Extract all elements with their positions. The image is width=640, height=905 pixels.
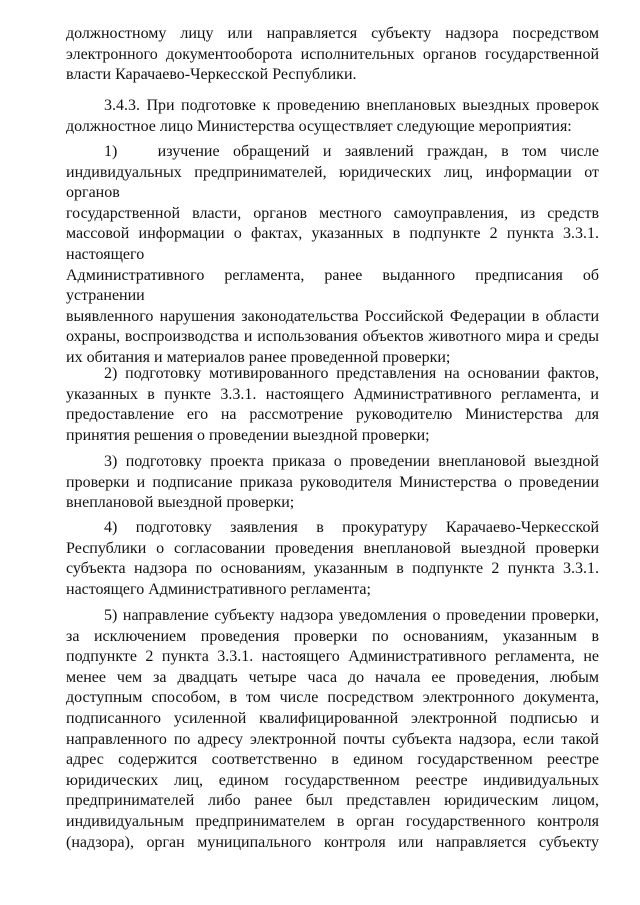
text-line: 4) подготовку заявления в прокуратуру Карачаево-Черкесской — [104, 519, 599, 536]
text-line: настоящего Административного регламента; — [66, 580, 371, 598]
section-3-4-3-paragraph — [66, 96, 599, 137]
text-line: доступным способом, в том числе посредством электронного документа, — [66, 689, 599, 707]
text-line: электронного документооборота исполнительных органов государственной — [66, 45, 599, 63]
list-item-3 — [66, 452, 599, 514]
text-line: внеплановой выездной проверки; — [66, 494, 295, 512]
text-line: должностному лицу или направляется субъекту надзора посредством — [66, 25, 599, 42]
list-item-4 — [66, 518, 599, 600]
text-line: предпринимателей либо ранее был представлен юридическим лицом, — [66, 792, 599, 810]
list-item-2 — [66, 364, 599, 446]
text-line: (надзора), орган муниципального контроля или направляется субъекту — [66, 833, 599, 851]
text-line: подпункте 2 пункта 3.3.1. настоящего Административного регламента, не — [66, 648, 599, 666]
list-item-1 — [66, 142, 599, 369]
text-line: принятия решения о проведении выездной проверки; — [66, 426, 430, 444]
text-line: указанных в пункте 3.3.1. настоящего Административного регламента, и — [66, 385, 599, 403]
text-line: адрес содержится соответственно в едином государственном реестре — [66, 751, 599, 769]
text-line: 3.4.3. При подготовке к проведению внеплановых выездных проверок — [104, 97, 599, 114]
text-line: субъекта надзора по основаниям, указанным в подпункте 2 пункта 3.3.1. — [66, 560, 599, 578]
text-line: менее чем за двадцать четыре часа до начала ее проведения, любым — [66, 668, 599, 686]
list-item-5 — [66, 606, 599, 853]
text-line: 3) подготовку проекта приказа о проведении внеплановой выездной — [104, 453, 599, 470]
text-line: охраны, воспроизводства и использования объектов животного мира и среды — [66, 328, 599, 346]
text-line: массовой информации о фактах, указанных в подпункте 2 пункта 3.3.1. — [66, 225, 599, 243]
text-line: государственной власти, органов местного самоуправления, из средств — [66, 204, 599, 222]
text-line: проверки и подписание приказа руководителя Министерства о проведении — [66, 473, 599, 491]
text-line: 2) подготовку мотивированного представления на основании фактов, — [104, 365, 599, 382]
text-line: власти Карачаево-Черкесской Республики. — [66, 66, 357, 84]
text-line: индивидуальных предпринимателей, юридических лиц, информации от — [66, 163, 599, 181]
text-line: органов — [66, 184, 120, 202]
text-line: должностное лицо Министерства осуществляет следующие мероприятия: — [66, 117, 572, 135]
text-line: настоящего — [66, 245, 145, 263]
text-line: юридических лиц, едином государственном реестре индивидуальных — [66, 771, 599, 789]
text-line: их обитания и материалов ранее проведенной проверки; — [66, 348, 451, 366]
text-line: устранении — [66, 287, 145, 305]
text-line: предоставление его на рассмотрение руководителю Министерства для — [66, 406, 599, 424]
text-line: Административного регламента, ранее выданного предписания об — [66, 266, 599, 284]
text-line: подписанного усиленной квалифицированной электронной подписью и — [66, 709, 599, 727]
text-line: 1) изучение обращений и заявлений граждан, в том числе — [104, 143, 599, 160]
text-line: выявленного нарушения законодательства Российской Федерации в области — [66, 307, 599, 325]
text-line: 5) направление субъекту надзора уведомления о проведении проверки, — [104, 607, 599, 624]
text-line: индивидуальным предпринимателем в орган государственного контроля — [66, 812, 599, 830]
text-line: за исключением проведения проверки по основаниям, указанным в — [66, 627, 599, 645]
intro-paragraph — [66, 24, 599, 86]
text-line: направленного по адресу электронной почты субъекта надзора, если такой — [66, 730, 599, 748]
text-line: Республики о согласовании проведения внеплановой выездной проверки — [66, 539, 599, 557]
